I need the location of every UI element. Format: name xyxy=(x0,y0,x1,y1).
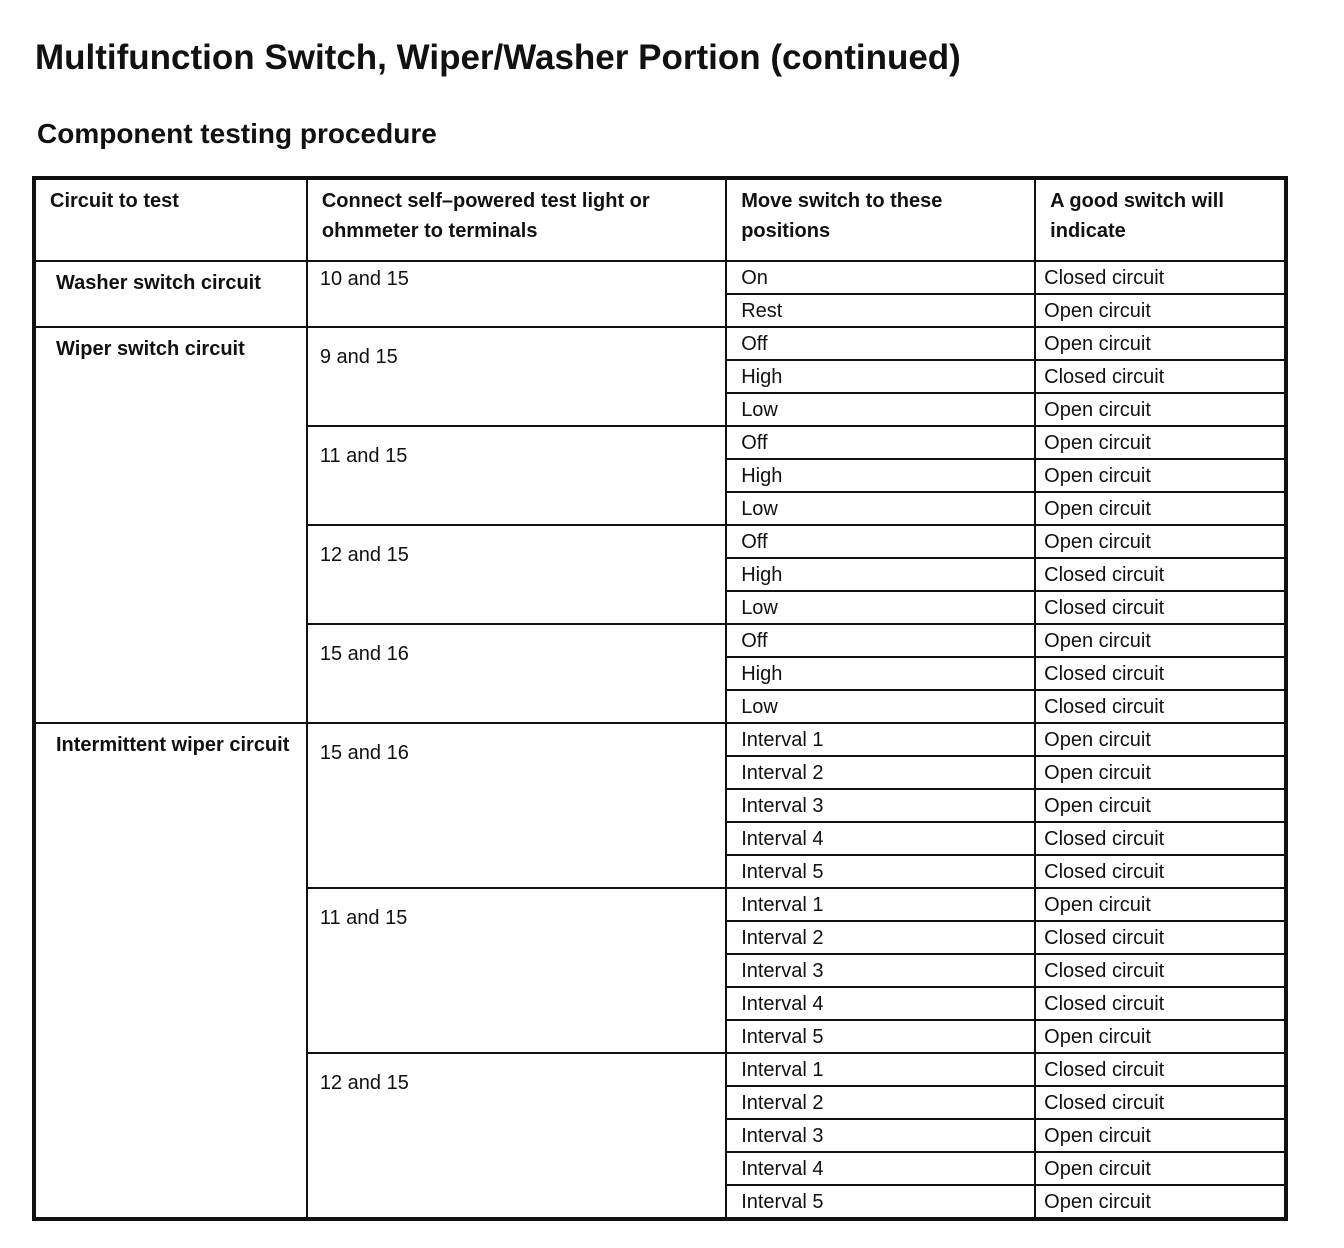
result-cell: Open circuit xyxy=(1035,393,1286,426)
result-cell: Open circuit xyxy=(1035,888,1286,921)
result-cell: Closed circuit xyxy=(1035,987,1286,1020)
table-row xyxy=(34,261,1286,294)
result-cell: Open circuit xyxy=(1035,1185,1286,1219)
position-cell: High xyxy=(726,558,1035,591)
result-cell: Open circuit xyxy=(1035,1152,1286,1185)
result-cell: Open circuit xyxy=(1035,789,1286,822)
result-cell: Closed circuit xyxy=(1035,558,1286,591)
terminals-cell: 12 and 15 xyxy=(307,1053,726,1219)
position-cell: Interval 1 xyxy=(726,723,1035,756)
header-indication: A good switch will indicate xyxy=(1035,178,1286,261)
result-cell: Closed circuit xyxy=(1035,954,1286,987)
position-cell: Low xyxy=(726,690,1035,723)
position-cell: Off xyxy=(726,426,1035,459)
result-cell: Open circuit xyxy=(1035,459,1286,492)
position-cell: Low xyxy=(726,393,1035,426)
circuit-cell: Washer switch circuit xyxy=(34,261,307,327)
result-cell: Closed circuit xyxy=(1035,657,1286,690)
terminals-cell: 11 and 15 xyxy=(307,426,726,525)
terminals-cell: 10 and 15 xyxy=(307,261,726,327)
terminals-cell: 9 and 15 xyxy=(307,327,726,426)
position-cell: Interval 4 xyxy=(726,1152,1035,1185)
position-cell: Low xyxy=(726,591,1035,624)
result-cell: Closed circuit xyxy=(1035,591,1286,624)
table-row xyxy=(34,723,1286,756)
position-cell: Interval 2 xyxy=(726,1086,1035,1119)
position-cell: Interval 5 xyxy=(726,1020,1035,1053)
result-cell: Open circuit xyxy=(1035,294,1286,327)
header-circuit: Circuit to test xyxy=(34,178,307,261)
position-cell: Off xyxy=(726,624,1035,657)
result-cell: Open circuit xyxy=(1035,327,1286,360)
result-cell: Open circuit xyxy=(1035,492,1286,525)
position-cell: High xyxy=(726,657,1035,690)
result-cell: Closed circuit xyxy=(1035,1053,1286,1086)
result-cell: Closed circuit xyxy=(1035,690,1286,723)
position-cell: Interval 1 xyxy=(726,1053,1035,1086)
table-header-row xyxy=(34,178,1286,261)
result-cell: Closed circuit xyxy=(1035,822,1286,855)
result-cell: Open circuit xyxy=(1035,1020,1286,1053)
result-cell: Open circuit xyxy=(1035,624,1286,657)
table-body xyxy=(34,261,1286,1219)
position-cell: Interval 2 xyxy=(726,756,1035,789)
position-cell: Low xyxy=(726,492,1035,525)
page-title: Multifunction Switch, Wiper/Washer Portion (continued) xyxy=(35,38,961,77)
result-cell: Closed circuit xyxy=(1035,855,1286,888)
circuit-cell: Wiper switch circuit xyxy=(34,327,307,723)
position-cell: Rest xyxy=(726,294,1035,327)
header-terminals: Connect self–powered test light or ohmmeter to terminals xyxy=(307,178,726,261)
terminals-cell: 12 and 15 xyxy=(307,525,726,624)
testing-procedure-table xyxy=(32,176,1288,1221)
position-cell: High xyxy=(726,459,1035,492)
position-cell: Off xyxy=(726,525,1035,558)
result-cell: Closed circuit xyxy=(1035,1086,1286,1119)
result-cell: Open circuit xyxy=(1035,426,1286,459)
position-cell: Interval 5 xyxy=(726,1185,1035,1219)
table-row xyxy=(34,327,1286,360)
position-cell: Off xyxy=(726,327,1035,360)
result-cell: Open circuit xyxy=(1035,1119,1286,1152)
position-cell: Interval 4 xyxy=(726,987,1035,1020)
position-cell: Interval 3 xyxy=(726,954,1035,987)
position-cell: On xyxy=(726,261,1035,294)
position-cell: Interval 3 xyxy=(726,1119,1035,1152)
circuit-cell: Intermittent wiper circuit xyxy=(34,723,307,1219)
section-title: Component testing procedure xyxy=(37,118,437,149)
position-cell: Interval 2 xyxy=(726,921,1035,954)
terminals-cell: 15 and 16 xyxy=(307,624,726,723)
position-cell: Interval 5 xyxy=(726,855,1035,888)
position-cell: Interval 1 xyxy=(726,888,1035,921)
terminals-cell: 15 and 16 xyxy=(307,723,726,888)
position-cell: Interval 3 xyxy=(726,789,1035,822)
result-cell: Closed circuit xyxy=(1035,360,1286,393)
result-cell: Open circuit xyxy=(1035,756,1286,789)
header-positions: Move switch to these positions xyxy=(726,178,1035,261)
terminals-cell: 11 and 15 xyxy=(307,888,726,1053)
result-cell: Open circuit xyxy=(1035,723,1286,756)
result-cell: Closed circuit xyxy=(1035,921,1286,954)
position-cell: Interval 4 xyxy=(726,822,1035,855)
result-cell: Open circuit xyxy=(1035,525,1286,558)
position-cell: High xyxy=(726,360,1035,393)
result-cell: Closed circuit xyxy=(1035,261,1286,294)
